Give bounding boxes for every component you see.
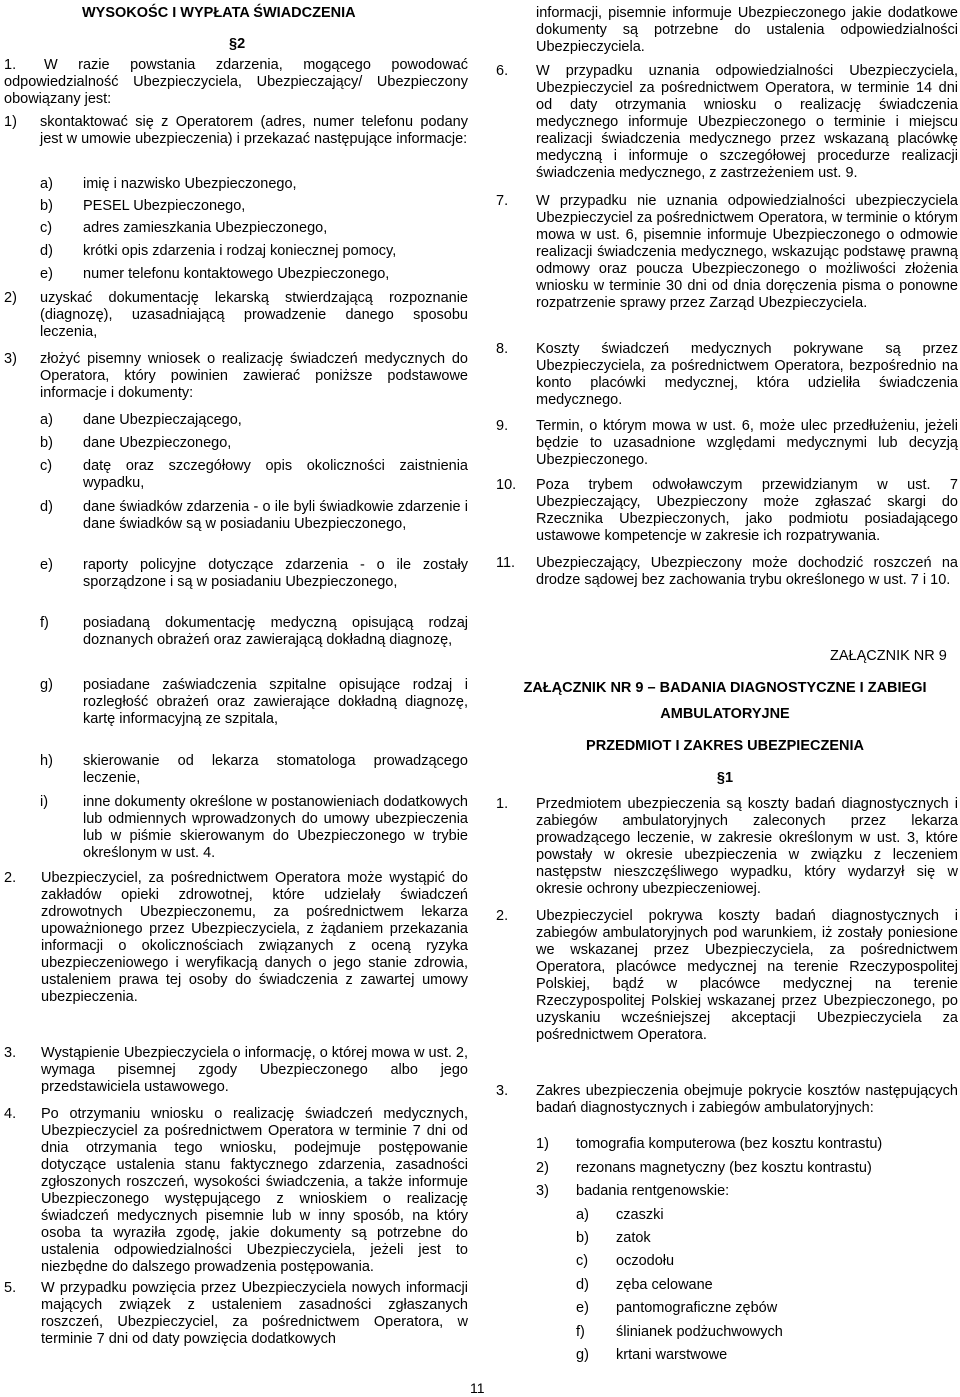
- annex-section-number: §1: [716, 770, 734, 786]
- paragraph-number: 11.: [496, 555, 516, 571]
- item-text: skontaktować się z Operatorem (adres, numer telefonu podany jest w umowie ubezpieczenia) i przekazać następujące informacje:: [40, 114, 468, 147]
- item-letter: d): [40, 499, 53, 515]
- paragraph-text: Po otrzymaniu wniosku o realizację świadczeń medycznych, Ubezpieczyciel za pośrednictwem Operatora w terminie 7 dni od dnia otrzymania tego wniosku, podejmuje postępowanie dotyczące ustalenia stanu faktycznego zdarzenia, zasadności zgłoszonych roszczeń, wysokości świadczenia, a także informuje Ubezpieczonego występującego z wnioskiem o realizację świadczeń medycznych pisemnie lub w inny sposób, na który osoba ta wyraziła zgodę, jakie dokumenty są potrzebne do ustalenia odpowiedzialności Ubezpieczyciela, jeżeli jest to niezbędne do dalszego prowadzenia postępowania.: [41, 1106, 468, 1275]
- item-letter: e): [40, 557, 53, 573]
- paragraph-text: Poza trybem odwoławczym przewidzianym w ust. 7 Ubezpieczający, Ubezpieczony może zgłaszać skargi do Rzecznika Ubezpieczonych, jako podmiotu posiadającego ustawowe kompetencje w zakresie ich rozpatrywania.: [536, 477, 958, 544]
- item-letter: g): [40, 677, 53, 693]
- item-text: uzyskać dokumentację lekarską stwierdzającą rozpoznanie (diagnozę), uzasadniającą prowadzenie danego sposobu leczenia,: [40, 290, 468, 340]
- list-item: [40, 753, 468, 787]
- item-letter: c): [40, 220, 53, 236]
- item-letter: d): [40, 243, 53, 259]
- list-item: [40, 615, 468, 649]
- paragraph-text: Przedmiotem ubezpieczenia są koszty badań diagnostycznych i zabiegów ambulatoryjnych zaleconych przez lekarza prowadzącego leczenie, w zakresie określonym w ust. 3, które powstały w okresie ubezpieczenia w związku z leczeniem następstw nieszczęśliwego wypadku, który wydarzył się w okresie ochrony ubezpieczeniowej.: [536, 796, 958, 897]
- paragraph-text: Termin, o którym mowa w ust. 6, może ulec przedłużeniu, jeżeli będzie to uzasadnione względami medycznymi lub decyzją Ubezpieczonego.: [536, 418, 958, 468]
- page-number: 11: [470, 1380, 485, 1396]
- list-item: [40, 243, 468, 260]
- list-item: [40, 677, 468, 728]
- paragraph-number: 9.: [496, 418, 509, 434]
- item-number: 1): [4, 114, 17, 130]
- list-item: [576, 1347, 958, 1364]
- item-text: zatok: [616, 1230, 651, 1246]
- item-text: dane świadków zdarzenia - o ile byli świadkowie zdarzenie i dane świadków są w posiadaniu Ubezpieczonego,: [83, 499, 468, 532]
- paragraph-text: Ubezpieczający, Ubezpieczony może dochodzić roszczeń na drodze sądowej bez zachowania trybu określonego w ust. 7 i 10.: [536, 555, 958, 588]
- item-number: 3): [4, 351, 17, 367]
- list-item: [40, 266, 468, 283]
- list-item: [576, 1300, 958, 1317]
- list-item: [40, 412, 468, 429]
- item-letter: h): [40, 753, 53, 769]
- paragraph-number: 7.: [496, 193, 509, 209]
- annex-title-line-1: ZAŁĄCZNIK NR 9 – BADANIA DIAGNOSTYCZNE I ZABIEGI: [523, 680, 927, 696]
- paragraph-2: [4, 870, 468, 1006]
- item-text: dane Ubezpieczonego,: [83, 435, 232, 451]
- item-letter: a): [40, 176, 53, 192]
- list-item: [576, 1253, 958, 1270]
- item-letter: a): [576, 1207, 589, 1223]
- annex-label: ZAŁĄCZNIK NR 9: [830, 648, 947, 664]
- item-letter: a): [40, 412, 53, 428]
- list-item: [40, 458, 468, 492]
- item-number: 3): [536, 1183, 549, 1199]
- item-number: 2): [4, 290, 17, 306]
- list-item: [4, 351, 468, 402]
- item-letter: b): [40, 435, 53, 451]
- item-text: zęba celowane: [616, 1277, 713, 1293]
- paragraph-8: [496, 341, 958, 409]
- paragraph-text: Ubezpieczyciel pokrywa koszty badań diagnostycznych i zabiegów ambulatoryjnych pod warunkiem, iż zostały poniesione we wskazanej przez Ubezpieczyciela, za pośrednictwem Operatora, placówce medycznej na terenie Rzeczypospolitej Polskiej, bądź w placówce medycznej na terenie Rzeczypospolitej Polskiej wskazanej przez Ubezpieczonego, po uzyskaniu wcześniejszej akceptacji Ubezpieczyciela za pośrednictwem Operatora.: [536, 908, 958, 1043]
- annex-paragraph-2: [496, 908, 958, 1044]
- annex-paragraph-1: [496, 796, 958, 898]
- item-letter: e): [40, 266, 53, 282]
- paragraph-number: 3.: [496, 1083, 509, 1099]
- list-item: [40, 220, 468, 237]
- paragraph-text: W razie powstania zdarzenia, mogącego powodować odpowiedzialność Ubezpieczyciela, Ubezpieczający/ Ubezpieczony obowiązany jest:: [4, 57, 468, 107]
- list-item: [4, 114, 468, 148]
- item-text: adres zamieszkania Ubezpieczonego,: [83, 220, 328, 236]
- item-text: badania rentgenowskie:: [576, 1183, 730, 1199]
- item-text: datę oraz szczegółowy opis okoliczności zaistnienia wypadku,: [83, 458, 468, 491]
- list-item: [536, 1183, 958, 1200]
- item-text: inne dokumenty określone w postanowieniach dodatkowych lub odmiennych wprowadzonych do umowy ubezpieczenia lub w piśmie skierowanym do Ubezpieczonego w trybie określonym w ust. 4.: [83, 794, 468, 861]
- item-text: ślinianek podżuchwowych: [616, 1324, 783, 1340]
- item-text: skierowanie od lekarza stomatologa prowadzącego leczenie,: [83, 753, 468, 786]
- item-text: krótki opis zdarzenia i rodzaj koniecznej pomocy,: [83, 243, 397, 259]
- paragraph-text: Zakres ubezpieczenia obejmuje pokrycie kosztów następujących badań diagnostycznych i zabiegów ambulatoryjnych:: [536, 1083, 958, 1116]
- item-text: rezonans magnetyczny (bez kosztu kontrastu): [576, 1160, 872, 1176]
- paragraph-1: [4, 57, 468, 108]
- paragraph-number: 6.: [496, 63, 509, 79]
- paragraph-5: [4, 1280, 468, 1348]
- item-letter: g): [576, 1347, 589, 1363]
- paragraph-number: 10.: [496, 477, 517, 493]
- paragraph-text: W przypadku uznania odpowiedzialności Ubezpieczyciela, Ubezpieczyciel za pośrednictwem Operatora, w terminie 14 dni od daty otrzymania wniosku o realizację świadczenia medycznego informuje Ubezpieczonego o terminie i miejscu realizacji świadczenia medycznego przez wskazaną placówkę medyczną i informuje o szczegółowej procedurze realizacji świadczenia medycznego, z zastrzeżeniem ust. 9.: [536, 63, 958, 181]
- item-letter: b): [576, 1230, 589, 1246]
- paragraph-number: 4.: [4, 1106, 17, 1122]
- list-item: [576, 1277, 958, 1294]
- item-text: imię i nazwisko Ubezpieczonego,: [83, 176, 297, 192]
- list-item: [40, 435, 468, 452]
- paragraph-number: 2.: [496, 908, 509, 924]
- paragraph-10: [496, 477, 958, 545]
- paragraph-number: 1.: [496, 796, 509, 812]
- paragraph-number: 3.: [4, 1045, 17, 1061]
- item-text: oczodołu: [616, 1253, 675, 1269]
- item-text: pantomograficzne zębów: [616, 1300, 778, 1316]
- item-letter: f): [576, 1324, 585, 1340]
- list-item: [40, 794, 468, 862]
- list-item: [40, 557, 468, 591]
- list-item: [4, 290, 468, 341]
- item-number: 1): [536, 1136, 549, 1152]
- item-letter: e): [576, 1300, 589, 1316]
- annex-paragraph-3: [496, 1083, 958, 1117]
- paragraph-number: 2.: [4, 870, 17, 886]
- continuation-text: informacji, pisemnie informuje Ubezpieczonego jakie dodatkowe dokumenty są potrzebne do ustalenia odpowiedzialności Ubezpieczyciela.: [536, 5, 958, 55]
- paragraph-6: [496, 63, 958, 182]
- paragraph-11: [496, 555, 958, 589]
- item-text: złożyć pisemny wniosek o realizację świadczeń medycznych do Operatora, który powinien zawierać poniższe podstawowe informacje i dokumenty:: [40, 351, 468, 401]
- list-item: [576, 1324, 958, 1341]
- paragraph-text: Ubezpieczyciel, za pośrednictwem Operatora może wystąpić do zakładów opieki zdrowotnej, które udzielały świadczeń zdrowotnych Ubezpieczonemu, za pośrednictwem lekarza upoważnionego przez Ubezpieczyciela, z żądaniem przekazania informacji o okolicznościach związanych z oceną ryzyka ubezpieczeniowego i weryfikacją danych o jego stanie zdrowia, ustaleniem prawa tej osoby do świadczenia z zawartej umowy ubezpieczenia.: [41, 870, 468, 1005]
- annex-title-line-2: AMBULATORYJNE: [660, 706, 790, 722]
- paragraph-4: [4, 1106, 468, 1276]
- item-text: dane Ubezpieczającego,: [83, 412, 242, 428]
- list-item: [576, 1207, 958, 1224]
- paragraph-7: [496, 193, 958, 312]
- section-number: §2: [229, 36, 246, 52]
- item-text: posiadaną dokumentację medyczną opisującą rodzaj doznanych obrażeń oraz zawierającą dokładną diagnozę,: [83, 615, 468, 648]
- item-letter: d): [576, 1277, 589, 1293]
- paragraph-number: 5.: [4, 1280, 17, 1296]
- list-item: [40, 198, 468, 215]
- item-text: czaszki: [616, 1207, 664, 1223]
- paragraph-number: 1.: [4, 57, 17, 73]
- annex-subtitle: PRZEDMIOT I ZAKRES UBEZPIECZENIA: [586, 738, 864, 754]
- item-text: tomografia komputerowa (bez kosztu kontrastu): [576, 1136, 883, 1152]
- list-item: [536, 1160, 958, 1177]
- paragraph-text: Wystąpienie Ubezpieczyciela o informację, o której mowa w ust. 2, wymaga pisemnej zgody Ubezpieczonego albo jego przedstawiciela ustawowego.: [41, 1045, 468, 1095]
- list-item: [40, 176, 468, 193]
- item-letter: f): [40, 615, 49, 631]
- paragraph-text: Koszty świadczeń medycznych pokrywane są przez Ubezpieczyciela, za pośrednictwem Operatora, bezpośrednio na konto placówki medycznej, która udzieliła świadczenia medycznego.: [536, 341, 958, 408]
- paragraph-9: [496, 418, 958, 469]
- item-letter: b): [40, 198, 53, 214]
- list-item: [40, 499, 468, 533]
- paragraph-text: W przypadku powzięcia przez Ubezpieczyciela nowych informacji mających związek z ustaleniem zasadności zgłaszanych roszczeń, Ubezpieczyciel, za pośrednictwem Operatora, w terminie 7 dni od daty powzięcia dodatkowych: [41, 1280, 468, 1347]
- item-text: posiadane zaświadczenia szpitalne opisujące rodzaj i rozległość obrażeń oraz zawierające dokładną diagnozę, kartę informacyjną ze szpitala,: [83, 677, 468, 727]
- item-letter: c): [576, 1253, 589, 1269]
- paragraph-3: [4, 1045, 468, 1096]
- section-title: WYSOKOŚC I WYPŁATA ŚWIADCZENIA: [82, 5, 356, 21]
- item-letter: i): [40, 794, 49, 810]
- list-item: [536, 1136, 958, 1153]
- paragraph-number: 8.: [496, 341, 509, 357]
- item-text: PESEL Ubezpieczonego,: [83, 198, 246, 214]
- item-text: raporty policyjne dotyczące zdarzenia - o ile zostały sporządzone i są w posiadaniu Ubezpieczonego,: [83, 557, 468, 590]
- paragraph-text: W przypadku nie uznania odpowiedzialności ubezpieczyciela Ubezpieczyciel za pośrednictwem Operatora, w terminie o którym mowa w ust. 6, pisemnie informuje Ubezpieczonego o odmowie realizacji świadczenia medycznego, wskazując podstawę prawną odmowy oraz poucza Ubezpieczonego o możliwości złożenia wniosku w terminie 30 dni od dnia doręczenia pisma o ponowne rozpatrzenie sprawy przez Zarząd Ubezpieczyciela.: [536, 193, 958, 311]
- list-item: [576, 1230, 958, 1247]
- item-text: krtani warstwowe: [616, 1347, 728, 1363]
- item-number: 2): [536, 1160, 549, 1176]
- item-letter: c): [40, 458, 53, 474]
- item-text: numer telefonu kontaktowego Ubezpieczonego,: [83, 266, 390, 282]
